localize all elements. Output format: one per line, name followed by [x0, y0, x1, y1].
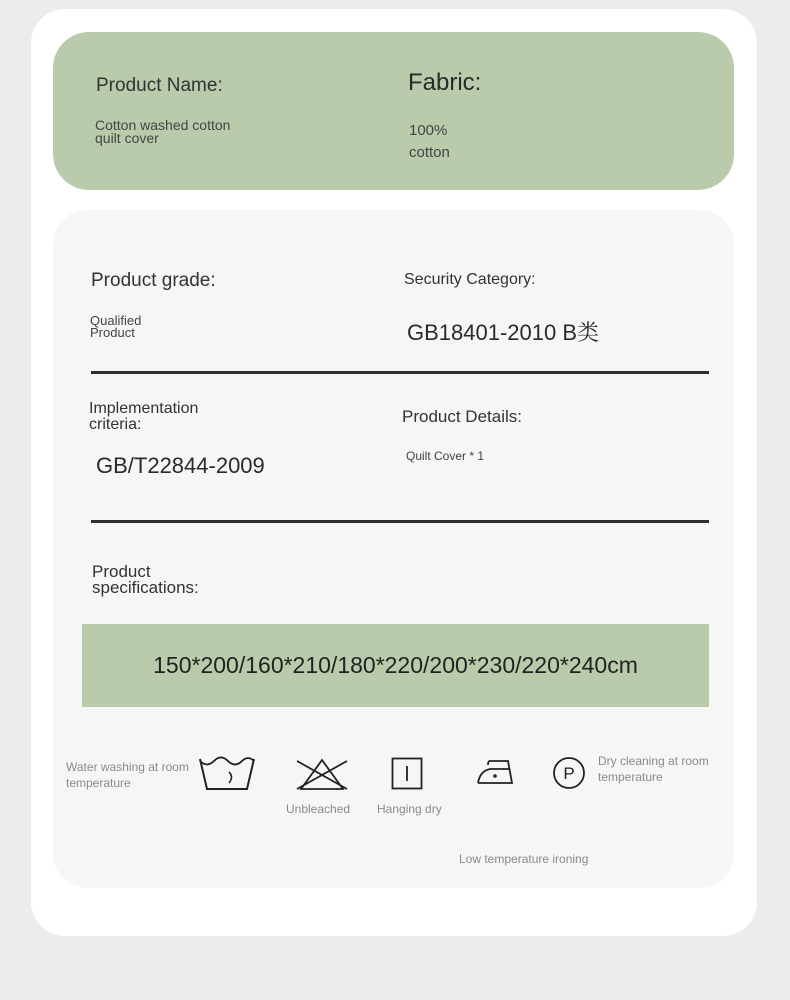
iron-icon: [476, 757, 514, 787]
wash-text-line1: Water washing at room: [66, 760, 189, 774]
hanging-dry-label: Hanging dry: [377, 802, 442, 816]
divider-2: [91, 520, 709, 523]
spec-value: 150*200/160*210/180*220/200*230/220*240cm: [153, 652, 638, 678]
no-bleach-icon: [295, 757, 349, 793]
spec-band: [82, 624, 709, 707]
svg-text:P: P: [563, 764, 575, 783]
product-grade-label: Product grade:: [91, 270, 216, 291]
security-category-value: GB18401-2010 B类: [407, 320, 600, 345]
unbleached-label: Unbleached: [286, 802, 351, 816]
fabric-value-line2: cotton: [409, 144, 450, 161]
hanging-dry-icon: [391, 757, 423, 791]
divider-1: [91, 371, 709, 374]
product-grade-value-line2: Product: [90, 325, 135, 340]
fabric-value-line1: 100%: [409, 122, 448, 139]
spec-label-line1: Product: [92, 562, 151, 581]
wash-text-line2: temperature: [66, 776, 131, 790]
fabric-label: Fabric:: [408, 69, 482, 96]
product-details-value: Quilt Cover * 1: [406, 449, 485, 463]
product-name-value-line2: quilt cover: [95, 130, 159, 146]
product-name-label: Product Name:: [96, 75, 223, 96]
criteria-value: GB/T22844-2009: [96, 453, 265, 478]
product-summary-panel: [53, 32, 734, 190]
low-iron-label: Low temperature ironing: [459, 852, 589, 866]
criteria-label-line2: criteria:: [89, 416, 142, 433]
dry-clean-text-line2: temperature: [598, 770, 663, 784]
wash-tub-icon: [198, 755, 256, 791]
product-name-value-line1: Cotton washed cotton: [95, 117, 231, 133]
security-category-label: Security Category:: [404, 271, 536, 288]
dry-clean-text-line1: Dry cleaning at room: [598, 754, 709, 768]
dry-clean-p-icon: [552, 756, 586, 790]
criteria-label-line1: Implementation: [89, 400, 199, 417]
product-grade-value-line1: Qualified: [90, 313, 142, 328]
spec-label-line2: specifications:: [92, 578, 199, 597]
product-details-label: Product Details:: [402, 407, 522, 426]
